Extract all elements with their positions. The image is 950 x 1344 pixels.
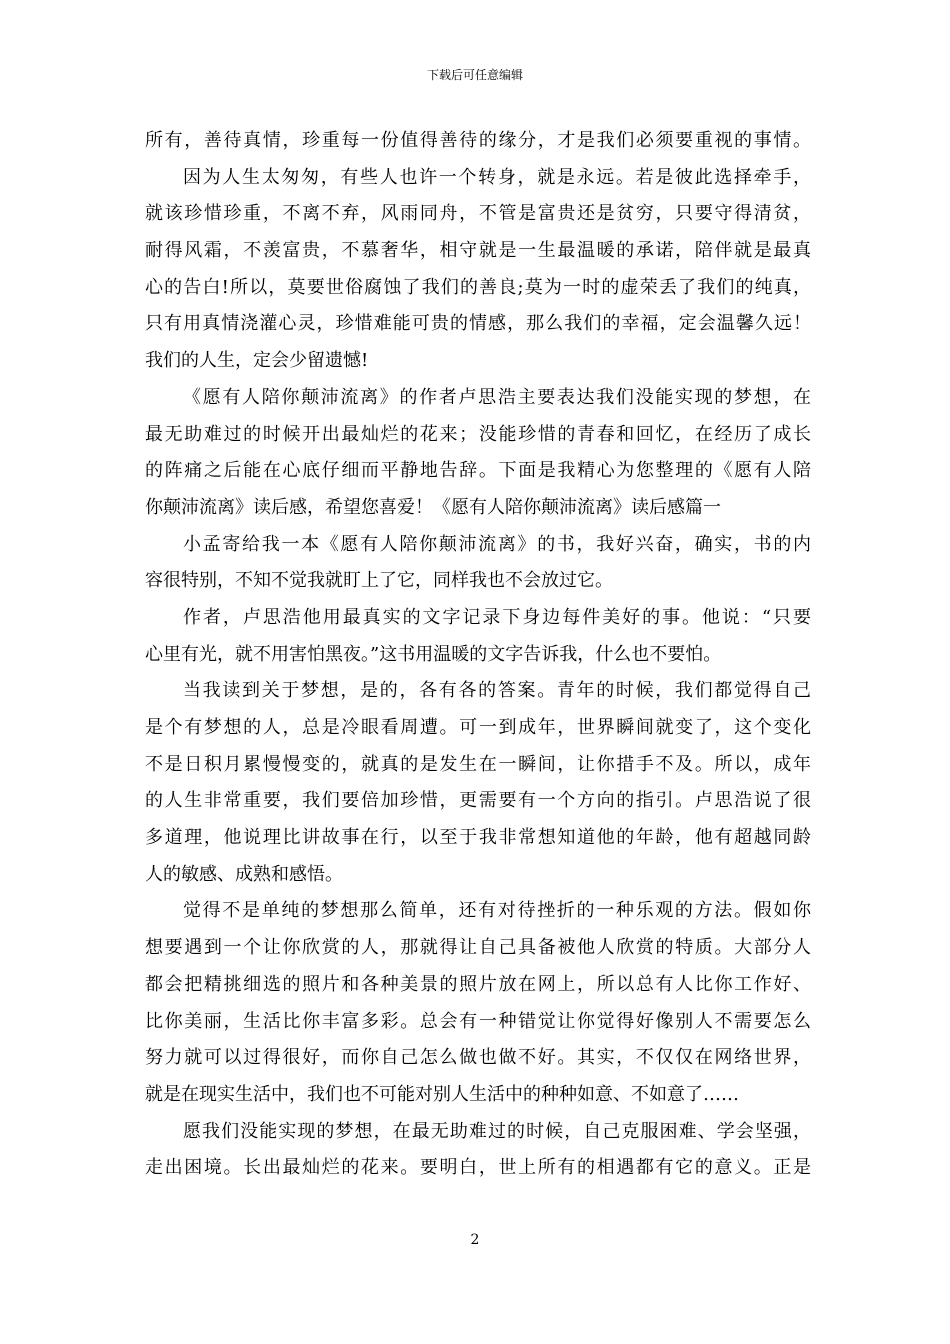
text-line: 因为人生太匆匆，有些人也许一个转身，就是永远。若是彼此选择牵手， — [183, 166, 811, 188]
text-line: 多道理，他说理比讲故事在行，以至于我非常想知道他的年龄，他有超越同龄 — [145, 827, 811, 849]
page-number: 2 — [470, 1232, 480, 1248]
text-line: 你颠沛流离》读后感，希望您喜爱！《愿有人陪你颠沛流离》读后感篇一 — [145, 496, 721, 518]
text-line: 只有用真情浇灌心灵，珍惜难能可贵的情感，那么我们的幸福，定会温馨久远！ — [145, 313, 811, 335]
text-line: 就该珍惜珍重，不离不弃，风雨同舟，不管是富贵还是贫穷，只要守得清贫， — [145, 203, 811, 225]
text-line: 就是在现实生活中，我们也不可能对别人生活中的种种如意、不如意了…… — [145, 1083, 739, 1105]
text-line: 心里有光，就不用害怕黑夜。”这书用温暖的文字告诉我，什么也不要怕。 — [145, 643, 722, 665]
text-line: 努力就可以过得很好，而你自己怎么做也做不好。其实，不仅仅在网络世界， — [145, 1047, 811, 1069]
document-body — [145, 123, 811, 1187]
text-line: 容很特别，不知不觉我就盯上了它，同样我也不会放过它。 — [145, 570, 613, 592]
page-header: 下载后可任意编辑 — [426, 68, 523, 82]
text-line: 心的告白!所以，莫要世俗腐蚀了我们的善良;莫为一时的虚荣丢了我们的纯真， — [145, 276, 811, 298]
text-line: 作者，卢思浩他用最真实的文字记录下身边每件美好的事。他说：“只要 — [183, 606, 811, 628]
text-line: 不是日积月累慢慢变的，就真的是发生在一瞬间，让你措手不及。所以，成年 — [145, 753, 811, 775]
text-line: 最无助难过的时候开出最灿烂的花来；没能珍惜的青春和回忆，在经历了成长 — [145, 423, 811, 445]
text-line: 所有，善待真情，珍重每一份值得善待的缘分，才是我们必须要重视的事情。 — [145, 130, 811, 151]
text-line: 耐得风霜，不羡富贵，不慕奢华，相守就是一生最温暖的承诺，陪伴就是最真 — [145, 240, 811, 262]
text-line: 当我读到关于梦想，是的，各有各的答案。青年的时候，我们都觉得自己 — [183, 680, 811, 702]
text-line: 愿我们没能实现的梦想，在最无助难过的时候，自己克服困难、学会坚强， — [183, 1120, 811, 1142]
text-line: 觉得不是单纯的梦想那么简单，还有对待挫折的一种乐观的方法。假如你 — [183, 900, 811, 922]
text-line: 的阵痛之后能在心底仔细而平静地告辞。下面是我精心为您整理的《愿有人陪 — [145, 460, 811, 482]
text-line: 《愿有人陪你颠沛流离》的作者卢思浩主要表达我们没能实现的梦想，在 — [183, 386, 811, 408]
text-line: 都会把精挑细选的照片和各种美景的照片放在网上，所以总有人比你工作好、 — [145, 973, 811, 995]
text-line: 比你美丽，生活比你丰富多彩。总会有一种错觉让你觉得好像别人不需要怎么 — [145, 1010, 811, 1032]
text-line: 我们的人生，定会少留遗憾! — [145, 350, 369, 372]
text-line: 想要遇到一个让你欣赏的人，那就得让自己具备被他人欣赏的特质。大部分人 — [145, 937, 811, 959]
text-line: 是个有梦想的人，总是冷眼看周遭。可一到成年，世界瞬间就变了，这个变化 — [145, 717, 811, 738]
text-line: 走出困境。长出最灿烂的花来。要明白，世上所有的相遇都有它的意义。正是 — [145, 1157, 811, 1179]
text-line: 小孟寄给我一本《愿有人陪你颠沛流离》的书，我好兴奋，确实，书的内 — [183, 533, 811, 555]
text-line: 的人生非常重要，我们要倍加珍惜，更需要有一个方向的指引。卢思浩说了很 — [145, 790, 811, 812]
text-line: 人的敏感、成熟和感悟。 — [145, 863, 343, 885]
